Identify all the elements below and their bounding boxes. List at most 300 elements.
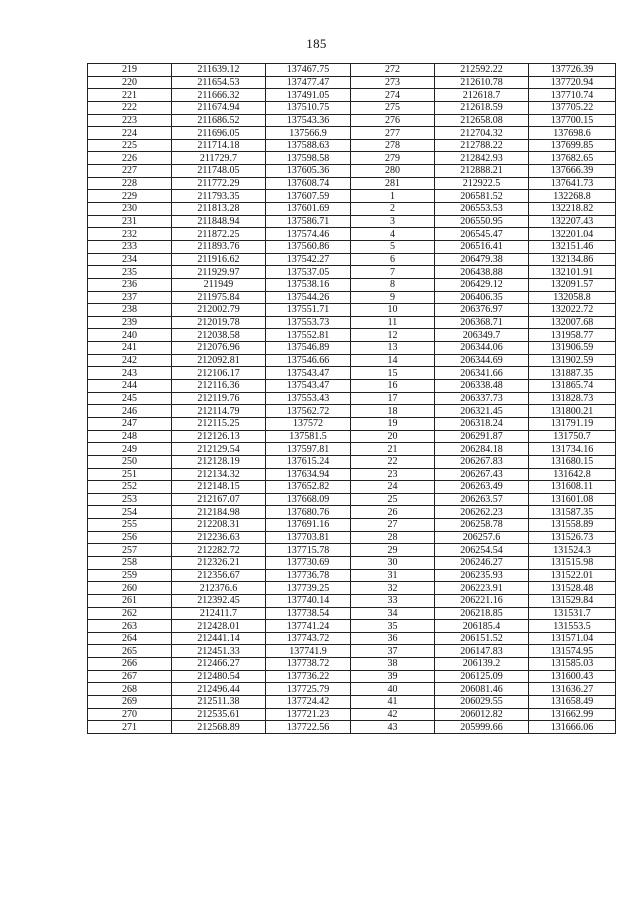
point-number-right: 279 [351,152,435,165]
point-number-right: 273 [351,76,435,89]
y-coordinate-right: 131887.35 [529,367,616,380]
y-coordinate-right: 131791.19 [529,417,616,430]
x-coordinate-left: 212392.45 [172,594,266,607]
x-coordinate-left: 211872.25 [172,228,266,241]
y-coordinate-left: 137721.23 [266,708,351,721]
point-number-right: 22 [351,455,435,468]
x-coordinate-left: 212511.38 [172,696,266,709]
y-coordinate-right: 131800.21 [529,405,616,418]
y-coordinate-right: 132207.43 [529,215,616,228]
table-row [88,152,616,165]
table-row [88,544,616,557]
point-number-left: 265 [88,645,172,658]
y-coordinate-right: 132201.04 [529,228,616,241]
y-coordinate-left: 137741.24 [266,620,351,633]
point-number-left: 244 [88,380,172,393]
table-row [88,658,616,671]
x-coordinate-right: 206267.43 [435,468,529,481]
table-row [88,304,616,317]
point-number-right: 43 [351,721,435,734]
y-coordinate-left: 137740.14 [266,594,351,607]
point-number-right: 31 [351,569,435,582]
point-number-left: 235 [88,266,172,279]
x-coordinate-right: 205999.66 [435,721,529,734]
table-row [88,342,616,355]
x-coordinate-left: 212441.14 [172,632,266,645]
point-number-right: 8 [351,278,435,291]
table-row [88,240,616,253]
x-coordinate-left: 212326.21 [172,556,266,569]
point-number-right: 39 [351,670,435,683]
x-coordinate-right: 206406.35 [435,291,529,304]
point-number-left: 231 [88,215,172,228]
x-coordinate-right: 212610.78 [435,76,529,89]
y-coordinate-left: 137491.05 [266,89,351,102]
table-row [88,670,616,683]
point-number-left: 223 [88,114,172,127]
x-coordinate-right: 206341.66 [435,367,529,380]
point-number-right: 2 [351,203,435,216]
x-coordinate-left: 212038.58 [172,329,266,342]
table-row [88,696,616,709]
x-coordinate-right: 212592.22 [435,64,529,77]
table-row [88,253,616,266]
table-row [88,594,616,607]
y-coordinate-left: 137572 [266,417,351,430]
table-row [88,101,616,114]
point-number-left: 242 [88,354,172,367]
x-coordinate-left: 212480.54 [172,670,266,683]
y-coordinate-left: 137543.47 [266,367,351,380]
table-row [88,228,616,241]
coordinates-table-body [88,64,616,734]
y-coordinate-right: 132022.72 [529,304,616,317]
y-coordinate-right: 132101.91 [529,266,616,279]
x-coordinate-left: 212148.15 [172,481,266,494]
point-number-left: 253 [88,493,172,506]
point-number-right: 5 [351,240,435,253]
y-coordinate-left: 137615.24 [266,455,351,468]
y-coordinate-right: 131515.98 [529,556,616,569]
point-number-right: 25 [351,493,435,506]
y-coordinate-right: 131585.03 [529,658,616,671]
y-coordinate-left: 137574.46 [266,228,351,241]
y-coordinate-right: 131865.74 [529,380,616,393]
x-coordinate-left: 211729.7 [172,152,266,165]
point-number-right: 26 [351,506,435,519]
y-coordinate-left: 137566.9 [266,127,351,140]
point-number-right: 278 [351,139,435,152]
y-coordinate-right: 131902.59 [529,354,616,367]
point-number-left: 243 [88,367,172,380]
x-coordinate-left: 212496.44 [172,683,266,696]
y-coordinate-right: 131600.43 [529,670,616,683]
x-coordinate-right: 212618.7 [435,89,529,102]
y-coordinate-left: 137477.47 [266,76,351,89]
point-number-right: 9 [351,291,435,304]
y-coordinate-right: 132268.8 [529,190,616,203]
x-coordinate-right: 212842.93 [435,152,529,165]
y-coordinate-left: 137510.75 [266,101,351,114]
x-coordinate-left: 212568.89 [172,721,266,734]
table-row [88,582,616,595]
y-coordinate-left: 137467.75 [266,64,351,77]
y-coordinate-left: 137598.58 [266,152,351,165]
y-coordinate-left: 137652.82 [266,481,351,494]
point-number-left: 227 [88,165,172,178]
x-coordinate-right: 206185.4 [435,620,529,633]
x-coordinate-left: 212428.01 [172,620,266,633]
table-row [88,367,616,380]
point-number-left: 232 [88,228,172,241]
y-coordinate-left: 137738.72 [266,658,351,671]
x-coordinate-left: 211949 [172,278,266,291]
table-row [88,506,616,519]
point-number-left: 268 [88,683,172,696]
x-coordinate-left: 212002.79 [172,304,266,317]
point-number-right: 281 [351,177,435,190]
y-coordinate-right: 131958.77 [529,329,616,342]
point-number-left: 261 [88,594,172,607]
point-number-right: 41 [351,696,435,709]
y-coordinate-right: 132151.46 [529,240,616,253]
x-coordinate-right: 206376.97 [435,304,529,317]
point-number-left: 226 [88,152,172,165]
point-number-right: 38 [351,658,435,671]
y-coordinate-left: 137743.72 [266,632,351,645]
point-number-right: 11 [351,316,435,329]
y-coordinate-left: 137543.36 [266,114,351,127]
x-coordinate-left: 212128.19 [172,455,266,468]
point-number-left: 254 [88,506,172,519]
y-coordinate-right: 137700.15 [529,114,616,127]
x-coordinate-right: 206125.09 [435,670,529,683]
x-coordinate-right: 206284.18 [435,443,529,456]
point-number-left: 233 [88,240,172,253]
x-coordinate-right: 206321.45 [435,405,529,418]
y-coordinate-left: 137741.9 [266,645,351,658]
x-coordinate-right: 206012.82 [435,708,529,721]
x-coordinate-right: 206438.88 [435,266,529,279]
point-number-right: 13 [351,342,435,355]
x-coordinate-left: 212019.78 [172,316,266,329]
point-number-left: 260 [88,582,172,595]
table-row [88,531,616,544]
y-coordinate-right: 131636.27 [529,683,616,696]
x-coordinate-right: 206318.24 [435,417,529,430]
point-number-right: 20 [351,430,435,443]
table-row [88,291,616,304]
x-coordinate-left: 211674.94 [172,101,266,114]
point-number-right: 34 [351,607,435,620]
point-number-right: 28 [351,531,435,544]
table-row [88,405,616,418]
point-number-right: 280 [351,165,435,178]
x-coordinate-left: 211666.32 [172,89,266,102]
x-coordinate-left: 212126.13 [172,430,266,443]
point-number-right: 3 [351,215,435,228]
point-number-right: 14 [351,354,435,367]
point-number-left: 248 [88,430,172,443]
table-row [88,127,616,140]
y-coordinate-right: 131528.48 [529,582,616,595]
y-coordinate-left: 137634.94 [266,468,351,481]
y-coordinate-left: 137546.89 [266,342,351,355]
y-coordinate-right: 131608.11 [529,481,616,494]
point-number-right: 275 [351,101,435,114]
table-row [88,76,616,89]
x-coordinate-right: 206246.27 [435,556,529,569]
table-row [88,645,616,658]
point-number-left: 240 [88,329,172,342]
point-number-right: 277 [351,127,435,140]
y-coordinate-left: 137553.43 [266,392,351,405]
y-coordinate-right: 132091.57 [529,278,616,291]
y-coordinate-right: 131522.01 [529,569,616,582]
x-coordinate-left: 212119.76 [172,392,266,405]
x-coordinate-left: 211893.76 [172,240,266,253]
y-coordinate-left: 137551.71 [266,304,351,317]
point-number-right: 29 [351,544,435,557]
table-row [88,493,616,506]
x-coordinate-left: 211793.35 [172,190,266,203]
x-coordinate-left: 212376.6 [172,582,266,595]
y-coordinate-right: 131587.35 [529,506,616,519]
x-coordinate-left: 211686.52 [172,114,266,127]
point-number-left: 270 [88,708,172,721]
x-coordinate-left: 212116.36 [172,380,266,393]
point-number-right: 276 [351,114,435,127]
point-number-right: 23 [351,468,435,481]
point-number-right: 37 [351,645,435,658]
y-coordinate-right: 131571.04 [529,632,616,645]
x-coordinate-right: 206550.95 [435,215,529,228]
x-coordinate-left: 211772.29 [172,177,266,190]
point-number-right: 24 [351,481,435,494]
x-coordinate-right: 212704.32 [435,127,529,140]
point-number-right: 1 [351,190,435,203]
table-row [88,392,616,405]
x-coordinate-left: 211929.97 [172,266,266,279]
point-number-left: 237 [88,291,172,304]
y-coordinate-left: 137607.59 [266,190,351,203]
y-coordinate-right: 137699.85 [529,139,616,152]
x-coordinate-left: 212092.81 [172,354,266,367]
table-row [88,165,616,178]
table-row [88,569,616,582]
y-coordinate-left: 137537.05 [266,266,351,279]
y-coordinate-right: 131642.8 [529,468,616,481]
x-coordinate-right: 206221.16 [435,594,529,607]
x-coordinate-left: 212356.67 [172,569,266,582]
x-coordinate-right: 206368.71 [435,316,529,329]
x-coordinate-left: 211748.05 [172,165,266,178]
point-number-left: 262 [88,607,172,620]
point-number-left: 224 [88,127,172,140]
point-number-left: 269 [88,696,172,709]
y-coordinate-left: 137730.69 [266,556,351,569]
x-coordinate-left: 212184.98 [172,506,266,519]
x-coordinate-right: 212658.08 [435,114,529,127]
x-coordinate-left: 212208.31 [172,519,266,532]
x-coordinate-right: 206139.2 [435,658,529,671]
y-coordinate-left: 137597.81 [266,443,351,456]
point-number-left: 236 [88,278,172,291]
y-coordinate-right: 131662.99 [529,708,616,721]
x-coordinate-left: 212134.32 [172,468,266,481]
y-coordinate-left: 137724.42 [266,696,351,709]
y-coordinate-left: 137691.16 [266,519,351,532]
table-row [88,139,616,152]
x-coordinate-left: 212451.33 [172,645,266,658]
x-coordinate-right: 206151.52 [435,632,529,645]
point-number-left: 252 [88,481,172,494]
x-coordinate-right: 206553.53 [435,203,529,216]
x-coordinate-right: 212618.59 [435,101,529,114]
table-row [88,316,616,329]
y-coordinate-right: 131666.06 [529,721,616,734]
y-coordinate-right: 137682.65 [529,152,616,165]
x-coordinate-right: 206218.85 [435,607,529,620]
point-number-left: 239 [88,316,172,329]
table-row [88,190,616,203]
y-coordinate-left: 137601.69 [266,203,351,216]
point-number-right: 17 [351,392,435,405]
y-coordinate-right: 131828.73 [529,392,616,405]
y-coordinate-right: 131526.73 [529,531,616,544]
table-row [88,266,616,279]
y-coordinate-right: 132058.8 [529,291,616,304]
y-coordinate-left: 137668.09 [266,493,351,506]
point-number-left: 267 [88,670,172,683]
y-coordinate-left: 137546.66 [266,354,351,367]
x-coordinate-right: 206029.55 [435,696,529,709]
point-number-left: 271 [88,721,172,734]
y-coordinate-right: 132007.68 [529,316,616,329]
point-number-left: 266 [88,658,172,671]
y-coordinate-right: 131601.08 [529,493,616,506]
y-coordinate-right: 137726.39 [529,64,616,77]
y-coordinate-left: 137581.5 [266,430,351,443]
y-coordinate-left: 137703.81 [266,531,351,544]
x-coordinate-left: 212282.72 [172,544,266,557]
y-coordinate-right: 131574.95 [529,645,616,658]
x-coordinate-left: 212535.61 [172,708,266,721]
table-row [88,519,616,532]
point-number-left: 219 [88,64,172,77]
table-row [88,430,616,443]
x-coordinate-right: 212888.21 [435,165,529,178]
table-row [88,114,616,127]
point-number-left: 251 [88,468,172,481]
y-coordinate-left: 137680.76 [266,506,351,519]
y-coordinate-left: 137560.86 [266,240,351,253]
y-coordinate-right: 131531.7 [529,607,616,620]
y-coordinate-right: 131750.7 [529,430,616,443]
x-coordinate-left: 212076.96 [172,342,266,355]
x-coordinate-right: 206223.91 [435,582,529,595]
y-coordinate-left: 137553.73 [266,316,351,329]
x-coordinate-left: 211848.94 [172,215,266,228]
point-number-left: 263 [88,620,172,633]
x-coordinate-left: 211654.53 [172,76,266,89]
x-coordinate-right: 206344.69 [435,354,529,367]
point-number-right: 15 [351,367,435,380]
table-row [88,215,616,228]
x-coordinate-left: 211714.18 [172,139,266,152]
point-number-left: 229 [88,190,172,203]
x-coordinate-right: 206291.87 [435,430,529,443]
x-coordinate-right: 206516.41 [435,240,529,253]
table-row [88,278,616,291]
point-number-left: 225 [88,139,172,152]
point-number-right: 16 [351,380,435,393]
table-row [88,417,616,430]
point-number-left: 264 [88,632,172,645]
table-row [88,721,616,734]
y-coordinate-right: 131553.5 [529,620,616,633]
y-coordinate-left: 137722.56 [266,721,351,734]
point-number-right: 18 [351,405,435,418]
y-coordinate-left: 137739.25 [266,582,351,595]
y-coordinate-left: 137725.79 [266,683,351,696]
y-coordinate-left: 137552.81 [266,329,351,342]
y-coordinate-right: 131734.16 [529,443,616,456]
x-coordinate-left: 212167.07 [172,493,266,506]
point-number-right: 42 [351,708,435,721]
y-coordinate-right: 131558.89 [529,519,616,532]
x-coordinate-right: 206429.12 [435,278,529,291]
point-number-left: 234 [88,253,172,266]
coordinates-table [87,63,616,734]
point-number-right: 274 [351,89,435,102]
x-coordinate-right: 206235.93 [435,569,529,582]
point-number-right: 12 [351,329,435,342]
x-coordinate-left: 212106.17 [172,367,266,380]
x-coordinate-left: 212129.54 [172,443,266,456]
point-number-left: 221 [88,89,172,102]
point-number-left: 247 [88,417,172,430]
y-coordinate-right: 132218.82 [529,203,616,216]
x-coordinate-right: 206263.49 [435,481,529,494]
y-coordinate-left: 137736.22 [266,670,351,683]
table-row [88,468,616,481]
table-row [88,708,616,721]
y-coordinate-left: 137715.78 [266,544,351,557]
point-number-left: 245 [88,392,172,405]
y-coordinate-left: 137538.16 [266,278,351,291]
y-coordinate-right: 137720.94 [529,76,616,89]
y-coordinate-left: 137544.26 [266,291,351,304]
x-coordinate-right: 206258.78 [435,519,529,532]
x-coordinate-left: 211813.28 [172,203,266,216]
y-coordinate-right: 137666.39 [529,165,616,178]
table-row [88,683,616,696]
x-coordinate-left: 211639.12 [172,64,266,77]
y-coordinate-right: 132134.86 [529,253,616,266]
table-row [88,380,616,393]
x-coordinate-right: 206081.46 [435,683,529,696]
x-coordinate-right: 212922.5 [435,177,529,190]
y-coordinate-left: 137542.27 [266,253,351,266]
point-number-right: 36 [351,632,435,645]
table-row [88,455,616,468]
point-number-left: 230 [88,203,172,216]
y-coordinate-right: 137641.73 [529,177,616,190]
y-coordinate-left: 137543.47 [266,380,351,393]
x-coordinate-right: 212788.22 [435,139,529,152]
point-number-right: 6 [351,253,435,266]
